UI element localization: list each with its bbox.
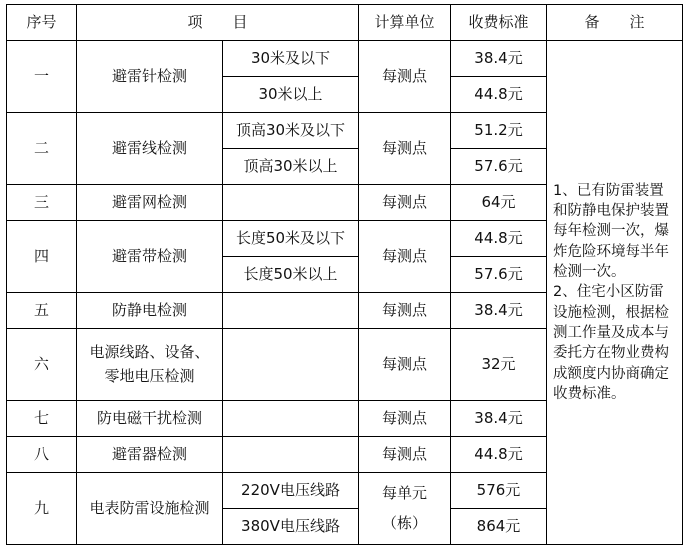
fee-cell: 44.8元 <box>451 437 547 473</box>
unit-cell: 每测点 <box>359 41 451 113</box>
sub-item-cell: 30米以上 <box>223 77 359 113</box>
header-unit: 计算单位 <box>359 5 451 41</box>
remark-2: 2、住宅小区防雷设施检测，根据检测工作量及成本与委托方在物业费构成额度内协商确定收费标准。 <box>553 284 669 402</box>
unit-line: （栋） <box>381 513 427 532</box>
seq-cell: 六 <box>7 329 77 401</box>
header-row <box>7 5 683 41</box>
fee-cell: 576元 <box>451 473 547 509</box>
sub-item-cell <box>223 185 359 221</box>
table-row <box>7 41 683 77</box>
unit-cell: 每测点 <box>359 221 451 293</box>
unit-line: 每单元 <box>381 484 427 502</box>
fee-cell: 64元 <box>451 185 547 221</box>
sub-item-cell: 顶高30米及以下 <box>223 113 359 149</box>
unit-cell: 每测点 <box>359 293 451 329</box>
fee-cell: 32元 <box>451 329 547 401</box>
remark-1: 1、已有防雷装置和防静电保护装置每年检测一次，爆炸危险环境每半年检测一次。 <box>553 182 669 281</box>
item-cell: 避雷带检测 <box>77 221 223 293</box>
seq-cell: 二 <box>7 113 77 185</box>
item-cell: 防电磁干扰检测 <box>77 401 223 437</box>
seq-cell: 四 <box>7 221 77 293</box>
seq-cell: 八 <box>7 437 77 473</box>
fee-cell: 864元 <box>451 509 547 545</box>
item-line: 电源线路、设备、 <box>89 343 210 361</box>
header-fee: 收费标准 <box>451 5 547 41</box>
sub-item-cell <box>223 329 359 401</box>
sub-item-cell: 30米及以下 <box>223 41 359 77</box>
header-item: 项 目 <box>77 5 359 41</box>
seq-cell: 七 <box>7 401 77 437</box>
fee-cell: 44.8元 <box>451 221 547 257</box>
sub-item-cell: 380V电压线路 <box>223 509 359 545</box>
unit-cell: 每测点 <box>359 401 451 437</box>
sub-item-cell: 长度50米及以下 <box>223 221 359 257</box>
item-cell: 电表防雷设施检测 <box>77 473 223 545</box>
item-cell: 避雷网检测 <box>77 185 223 221</box>
item-line: 零地电压检测 <box>104 366 195 385</box>
fee-cell: 38.4元 <box>451 401 547 437</box>
fee-cell: 44.8元 <box>451 77 547 113</box>
fee-standard-table <box>6 4 683 545</box>
unit-cell: 每测点 <box>359 113 451 185</box>
fee-cell: 38.4元 <box>451 293 547 329</box>
fee-cell: 51.2元 <box>451 113 547 149</box>
seq-cell: 一 <box>7 41 77 113</box>
unit-cell: 每测点 <box>359 185 451 221</box>
item-cell: 避雷针检测 <box>77 41 223 113</box>
header-remark: 备 注 <box>547 5 683 41</box>
unit-cell <box>359 473 451 545</box>
fee-cell: 57.6元 <box>451 149 547 185</box>
seq-cell: 三 <box>7 185 77 221</box>
item-cell: 防静电检测 <box>77 293 223 329</box>
seq-cell: 九 <box>7 473 77 545</box>
item-cell: 避雷线检测 <box>77 113 223 185</box>
sub-item-cell: 长度50米以上 <box>223 257 359 293</box>
fee-cell: 38.4元 <box>451 41 547 77</box>
sub-item-cell: 220V电压线路 <box>223 473 359 509</box>
item-cell <box>77 329 223 401</box>
sub-item-cell <box>223 293 359 329</box>
unit-cell: 每测点 <box>359 437 451 473</box>
unit-cell: 每测点 <box>359 329 451 401</box>
item-cell: 避雷器检测 <box>77 437 223 473</box>
sub-item-cell <box>223 401 359 437</box>
sub-item-cell <box>223 437 359 473</box>
remark-cell <box>547 41 683 545</box>
sub-item-cell: 顶高30米以上 <box>223 149 359 185</box>
seq-cell: 五 <box>7 293 77 329</box>
header-seq: 序号 <box>7 5 77 41</box>
fee-cell: 57.6元 <box>451 257 547 293</box>
